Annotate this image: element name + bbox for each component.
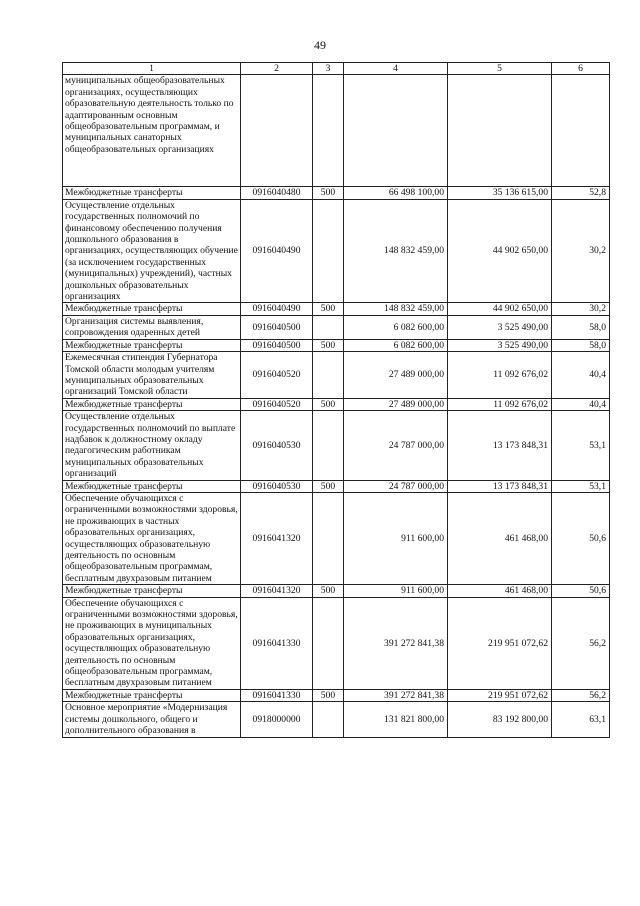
row-fact: 13 173 848,31 — [448, 480, 552, 492]
row-name: Ежемесячная стипендия Губернатора Томской области молодым учителям муниципальных образовательных организаций Томской области — [63, 352, 241, 399]
row-pct: 50,6 — [552, 585, 610, 597]
row-type — [313, 352, 344, 399]
row-pct: 56,2 — [552, 597, 610, 689]
row-name: Обеспечение обучающихся с ограниченными возможностями здоровья, не проживающих в частных образовательных организациях, осуществляющих образовательную деятельность по основным общеобразовательным программам, бесплатным двухразовым питанием — [63, 492, 241, 584]
row-code: 0916040530 — [241, 480, 313, 492]
row-code: 0916040520 — [241, 398, 313, 410]
row-fact: 44 902 650,00 — [448, 199, 552, 303]
page-number: 49 — [314, 38, 326, 52]
header-cell: 4 — [344, 63, 448, 75]
row-pct: 50,6 — [552, 492, 610, 584]
table-row — [63, 75, 610, 187]
row-fact: 13 173 848,31 — [448, 411, 552, 480]
row-code: 0916041320 — [241, 492, 313, 584]
row-pct: 53,1 — [552, 480, 610, 492]
row-plan: 6 082 600,00 — [344, 315, 448, 339]
row-pct: 40,4 — [552, 398, 610, 410]
row-name: Межбюджетные трансферты — [63, 398, 241, 410]
table-row — [63, 411, 610, 480]
table-row — [63, 352, 610, 399]
row-plan: 6 082 600,00 — [344, 339, 448, 351]
row-name: Осуществление отдельных государственных полномочий по выплате надбавок к должностному окладу педагогическим работникам муниципальных образовательных организаций — [63, 411, 241, 480]
table-row — [63, 315, 610, 339]
row-name: Межбюджетные трансферты — [63, 480, 241, 492]
row-name: Организация системы выявления, сопровождения одаренных детей — [63, 315, 241, 339]
row-plan: 131 821 800,00 — [344, 702, 448, 737]
row-name: Межбюджетные трансферты — [63, 187, 241, 199]
row-fact: 461 468,00 — [448, 585, 552, 597]
row-pct: 30,2 — [552, 199, 610, 303]
row-fact: 219 951 072,62 — [448, 689, 552, 701]
row-code — [241, 75, 313, 187]
header-cell: 3 — [313, 63, 344, 75]
row-code: 0916040490 — [241, 303, 313, 315]
header-cell: 6 — [552, 63, 610, 75]
row-code: 0916040500 — [241, 315, 313, 339]
table-row — [63, 187, 610, 199]
row-type — [313, 199, 344, 303]
header-cell: 1 — [63, 63, 241, 75]
row-pct: 56,2 — [552, 689, 610, 701]
table-row — [63, 303, 610, 315]
row-code: 0916041330 — [241, 597, 313, 689]
table-row — [63, 585, 610, 597]
row-name: Межбюджетные трансферты — [63, 689, 241, 701]
row-fact: 44 902 650,00 — [448, 303, 552, 315]
row-type — [313, 702, 344, 737]
budget-table — [62, 62, 610, 738]
row-name: муниципальных общеобразовательных организациях, осуществляющих образовательную деятельность только по адаптированным основным общеобразовательным программам, и муниципальных санаторных общеобразовательных организациях — [63, 75, 241, 187]
row-type: 500 — [313, 585, 344, 597]
row-type: 500 — [313, 187, 344, 199]
row-pct: 58,0 — [552, 339, 610, 351]
row-plan: 24 787 000,00 — [344, 411, 448, 480]
row-code: 0916041320 — [241, 585, 313, 597]
row-plan: 148 832 459,00 — [344, 199, 448, 303]
row-plan: 911 600,00 — [344, 492, 448, 584]
row-plan: 27 489 000,00 — [344, 352, 448, 399]
header-cell: 5 — [448, 63, 552, 75]
row-name: Основное мероприятие «Модернизация системы дошкольного, общего и дополнительного образования в — [63, 702, 241, 737]
table-row — [63, 597, 610, 689]
row-code: 0916041330 — [241, 689, 313, 701]
table-row — [63, 480, 610, 492]
row-plan: 27 489 000,00 — [344, 398, 448, 410]
row-pct: 40,4 — [552, 352, 610, 399]
row-fact: 11 092 676,02 — [448, 352, 552, 399]
row-plan: 24 787 000,00 — [344, 480, 448, 492]
row-name: Межбюджетные трансферты — [63, 303, 241, 315]
row-fact: 461 468,00 — [448, 492, 552, 584]
row-fact: 11 092 676,02 — [448, 398, 552, 410]
table-row — [63, 492, 610, 584]
row-name: Осуществление отдельных государственных полномочий по финансовому обеспечению получения дошкольного образования в организациях, осуществляющих обучение (за исключением государственных (муниципальных) учреждений), частных дошкольных образовательных организациях — [63, 199, 241, 303]
row-plan: 391 272 841,38 — [344, 597, 448, 689]
row-pct: 30,2 — [552, 303, 610, 315]
row-type — [313, 492, 344, 584]
row-pct: 58,0 — [552, 315, 610, 339]
row-code: 0916040490 — [241, 199, 313, 303]
row-pct: 63,1 — [552, 702, 610, 737]
table-row — [63, 339, 610, 351]
row-pct: 53,1 — [552, 411, 610, 480]
table-row — [63, 398, 610, 410]
row-type — [313, 597, 344, 689]
row-type — [313, 411, 344, 480]
row-fact: 3 525 490,00 — [448, 315, 552, 339]
row-type: 500 — [313, 339, 344, 351]
row-name: Обеспечение обучающихся с ограниченными возможностями здоровья, не проживающих в муниципальных образовательных организациях, осуществляющих образовательную деятельность по основным общеобразовательным программам, бесплатным двухразовым питанием — [63, 597, 241, 689]
table-row — [63, 689, 610, 701]
row-fact — [448, 75, 552, 187]
row-fact: 219 951 072,62 — [448, 597, 552, 689]
table-row — [63, 702, 610, 737]
row-code: 0916040520 — [241, 352, 313, 399]
row-code: 0916040530 — [241, 411, 313, 480]
row-plan: 911 600,00 — [344, 585, 448, 597]
row-plan: 148 832 459,00 — [344, 303, 448, 315]
table-header-row — [63, 63, 610, 75]
row-name: Межбюджетные трансферты — [63, 585, 241, 597]
table-row — [63, 199, 610, 303]
row-name: Межбюджетные трансферты — [63, 339, 241, 351]
row-plan: 391 272 841,38 — [344, 689, 448, 701]
header-cell: 2 — [241, 63, 313, 75]
row-code: 0918000000 — [241, 702, 313, 737]
row-pct: 52,8 — [552, 187, 610, 199]
row-type: 500 — [313, 689, 344, 701]
row-type — [313, 75, 344, 187]
row-plan — [344, 75, 448, 187]
row-plan: 66 498 100,00 — [344, 187, 448, 199]
row-fact: 35 136 615,00 — [448, 187, 552, 199]
row-pct — [552, 75, 610, 187]
row-type: 500 — [313, 480, 344, 492]
row-type: 500 — [313, 303, 344, 315]
row-type: 500 — [313, 398, 344, 410]
row-fact: 3 525 490,00 — [448, 339, 552, 351]
row-code: 0916040480 — [241, 187, 313, 199]
row-type — [313, 315, 344, 339]
row-fact: 83 192 800,00 — [448, 702, 552, 737]
row-code: 0916040500 — [241, 339, 313, 351]
